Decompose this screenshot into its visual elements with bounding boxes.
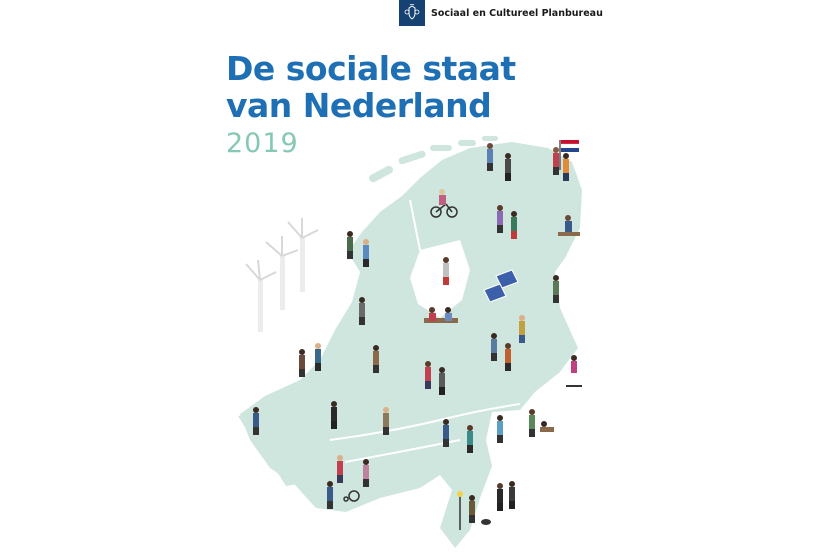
person-figure [519,315,525,343]
person-figure [563,153,569,181]
title-line-2: van Nederland [226,86,492,125]
person-figure [505,153,511,181]
person-figure [553,275,559,303]
netherlands-map [238,136,582,548]
person-figure [327,481,333,509]
person-figure [253,407,259,435]
person-figure [363,459,369,487]
wind-turbine-icon [246,260,276,332]
person-figure [509,481,515,509]
person-figure [373,345,379,373]
person-figure [439,367,445,395]
person-figure [425,361,431,389]
person-figure [331,401,337,429]
title-line-1: De sociale staat [226,49,516,88]
person-figure [487,143,493,171]
edition-year: 2019 [226,128,299,159]
person-figure [347,231,353,259]
wind-turbine-icon [288,218,318,292]
person-figure [443,419,449,447]
dog-icon [481,519,491,525]
person-figure [359,297,365,325]
person-figure [497,483,503,511]
person-figure [337,455,343,483]
person-figure [383,407,389,435]
person-figure [443,257,449,285]
person-figure [529,409,535,437]
person-figure [497,415,503,443]
wind-turbines [246,218,318,332]
org-name: Sociaal en Cultureel Planbureau [431,7,603,19]
person-figure [299,349,305,377]
person-figure [363,239,369,267]
person-figure [497,205,503,233]
person-figure [505,343,511,371]
person-figure [511,211,517,239]
wind-turbine-icon [266,236,298,310]
person-figure [553,147,559,175]
person-figure [469,495,475,523]
person-figure [315,343,321,371]
person-figure [467,425,473,453]
person-figure [491,333,497,361]
person-figure [540,421,554,432]
